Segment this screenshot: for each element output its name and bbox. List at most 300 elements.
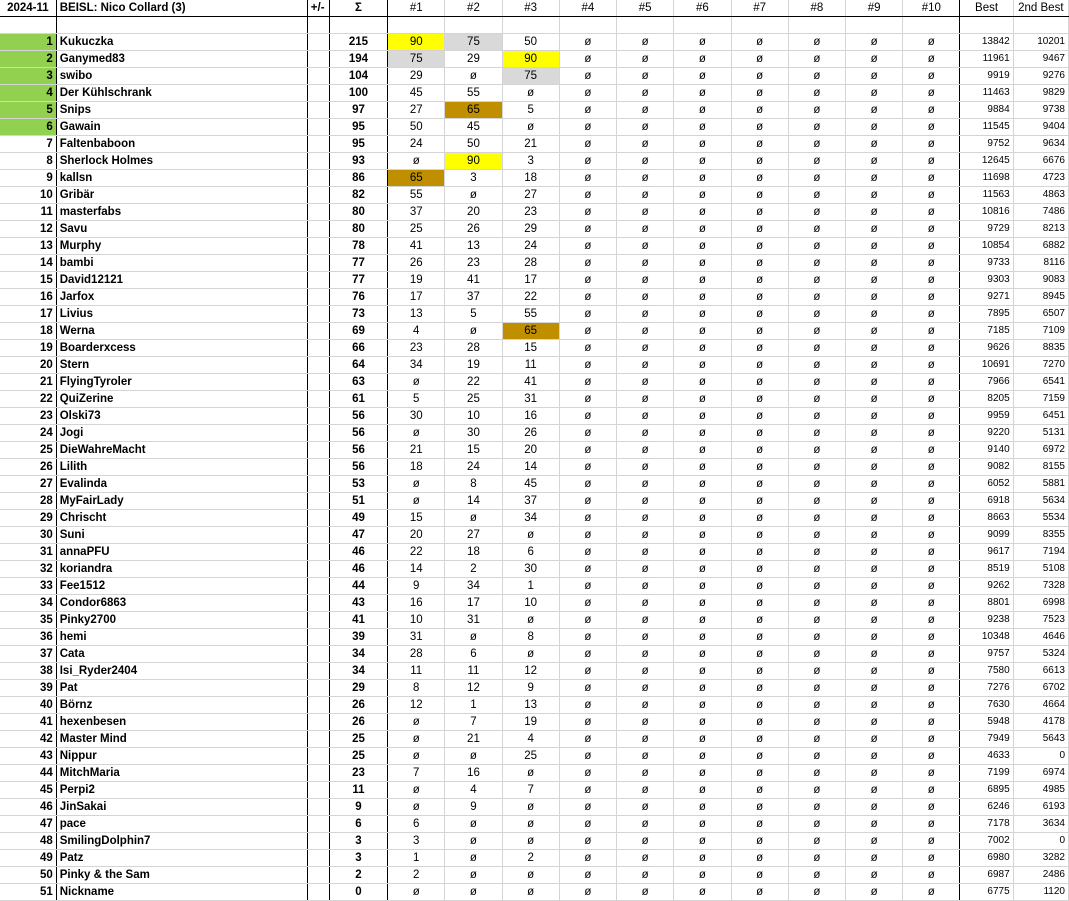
score-cell[interactable]: 23 — [445, 255, 502, 272]
score-cell[interactable]: ø — [845, 612, 902, 629]
score-cell[interactable]: ø — [845, 510, 902, 527]
plus-minus-cell[interactable] — [307, 731, 329, 748]
rank-cell[interactable]: 11 — [0, 204, 56, 221]
second-best-cell[interactable]: 5634 — [1013, 493, 1068, 510]
score-cell[interactable]: ø — [788, 714, 845, 731]
second-best-cell[interactable]: 8116 — [1013, 255, 1068, 272]
score-cell[interactable]: ø — [559, 255, 616, 272]
score-cell[interactable]: ø — [674, 561, 731, 578]
player-name-cell[interactable]: Jogi — [56, 425, 307, 442]
score-cell[interactable]: ø — [903, 680, 960, 697]
score-cell[interactable]: ø — [559, 323, 616, 340]
best-cell[interactable]: 6246 — [960, 799, 1013, 816]
score-cell[interactable]: ø — [559, 816, 616, 833]
score-cell[interactable]: ø — [674, 595, 731, 612]
score-cell[interactable]: 34 — [388, 357, 445, 374]
second-best-cell[interactable]: 3282 — [1013, 850, 1068, 867]
best-cell[interactable]: 7895 — [960, 306, 1013, 323]
score-cell[interactable]: 10 — [445, 408, 502, 425]
score-cell[interactable]: 41 — [502, 374, 559, 391]
score-cell[interactable]: 23 — [502, 204, 559, 221]
score-cell[interactable]: 26 — [445, 221, 502, 238]
score-cell[interactable]: ø — [559, 561, 616, 578]
score-cell[interactable]: 65 — [502, 323, 559, 340]
sum-cell[interactable]: 3 — [329, 850, 387, 867]
score-cell[interactable]: ø — [788, 51, 845, 68]
best-cell[interactable]: 7178 — [960, 816, 1013, 833]
sum-cell[interactable]: 78 — [329, 238, 387, 255]
rank-cell[interactable]: 8 — [0, 153, 56, 170]
player-name-cell[interactable]: Stern — [56, 357, 307, 374]
score-cell[interactable]: ø — [845, 714, 902, 731]
score-cell[interactable]: 12 — [388, 697, 445, 714]
score-cell[interactable]: 65 — [388, 170, 445, 187]
score-cell[interactable]: ø — [388, 153, 445, 170]
score-cell[interactable]: ø — [674, 697, 731, 714]
score-cell[interactable]: ø — [559, 238, 616, 255]
sum-cell[interactable]: 26 — [329, 697, 387, 714]
second-best-cell[interactable]: 8213 — [1013, 221, 1068, 238]
plus-minus-cell[interactable] — [307, 442, 329, 459]
score-cell[interactable]: ø — [674, 357, 731, 374]
score-cell[interactable]: ø — [788, 527, 845, 544]
score-cell[interactable]: ø — [674, 221, 731, 238]
sum-cell[interactable]: 194 — [329, 51, 387, 68]
plus-minus-cell[interactable] — [307, 204, 329, 221]
plus-minus-cell[interactable] — [307, 391, 329, 408]
second-best-cell[interactable]: 0 — [1013, 833, 1068, 850]
score-cell[interactable]: ø — [559, 204, 616, 221]
best-cell[interactable]: 6980 — [960, 850, 1013, 867]
second-best-cell[interactable]: 2486 — [1013, 867, 1068, 884]
score-cell[interactable]: ø — [617, 748, 674, 765]
plus-minus-cell[interactable] — [307, 578, 329, 595]
score-cell[interactable]: ø — [502, 527, 559, 544]
plus-minus-cell[interactable] — [307, 221, 329, 238]
score-cell[interactable]: 22 — [388, 544, 445, 561]
score-cell[interactable]: ø — [845, 867, 902, 884]
empty-cell[interactable] — [731, 17, 788, 34]
score-cell[interactable]: ø — [617, 629, 674, 646]
score-cell[interactable]: ø — [903, 765, 960, 782]
plus-minus-cell[interactable] — [307, 289, 329, 306]
score-cell[interactable]: ø — [674, 102, 731, 119]
rank-cell[interactable]: 6 — [0, 119, 56, 136]
score-cell[interactable]: ø — [731, 612, 788, 629]
plus-minus-cell[interactable] — [307, 493, 329, 510]
score-cell[interactable]: ø — [674, 255, 731, 272]
rank-cell[interactable]: 13 — [0, 238, 56, 255]
player-name-cell[interactable]: Isi_Ryder2404 — [56, 663, 307, 680]
score-cell[interactable]: ø — [617, 272, 674, 289]
second-best-cell[interactable]: 7109 — [1013, 323, 1068, 340]
score-cell[interactable]: ø — [845, 51, 902, 68]
plus-minus-cell[interactable] — [307, 153, 329, 170]
score-cell[interactable]: 16 — [502, 408, 559, 425]
plus-minus-cell[interactable] — [307, 323, 329, 340]
score-cell[interactable]: ø — [559, 884, 616, 901]
score-cell[interactable]: ø — [788, 629, 845, 646]
score-cell[interactable]: 9 — [502, 680, 559, 697]
second-best-cell[interactable]: 5881 — [1013, 476, 1068, 493]
score-cell[interactable]: ø — [731, 578, 788, 595]
score-cell[interactable]: ø — [617, 255, 674, 272]
sum-cell[interactable]: 104 — [329, 68, 387, 85]
score-cell[interactable]: ø — [731, 374, 788, 391]
score-cell[interactable]: ø — [788, 102, 845, 119]
score-cell[interactable]: ø — [788, 187, 845, 204]
score-cell[interactable]: 3 — [502, 153, 559, 170]
best-cell[interactable]: 7199 — [960, 765, 1013, 782]
score-cell[interactable]: 7 — [445, 714, 502, 731]
player-name-cell[interactable]: JinSakai — [56, 799, 307, 816]
second-best-cell[interactable]: 6193 — [1013, 799, 1068, 816]
score-cell[interactable]: ø — [559, 102, 616, 119]
sum-cell[interactable]: 95 — [329, 119, 387, 136]
rank-cell[interactable]: 44 — [0, 765, 56, 782]
score-cell[interactable]: 55 — [388, 187, 445, 204]
sum-cell[interactable]: 0 — [329, 884, 387, 901]
score-cell[interactable]: 31 — [445, 612, 502, 629]
score-cell[interactable]: 6 — [502, 544, 559, 561]
score-cell[interactable]: ø — [788, 306, 845, 323]
round-header[interactable]: #3 — [502, 0, 559, 17]
sum-cell[interactable]: 69 — [329, 323, 387, 340]
score-cell[interactable]: ø — [903, 646, 960, 663]
score-cell[interactable]: 24 — [388, 136, 445, 153]
best-cell[interactable]: 10691 — [960, 357, 1013, 374]
score-cell[interactable]: ø — [788, 697, 845, 714]
score-cell[interactable]: 45 — [502, 476, 559, 493]
score-cell[interactable]: ø — [731, 884, 788, 901]
score-cell[interactable]: ø — [617, 85, 674, 102]
rank-cell[interactable]: 12 — [0, 221, 56, 238]
sum-cell[interactable]: 34 — [329, 646, 387, 663]
player-name-cell[interactable]: Master Mind — [56, 731, 307, 748]
second-best-cell[interactable]: 8155 — [1013, 459, 1068, 476]
score-cell[interactable]: ø — [559, 731, 616, 748]
score-cell[interactable]: ø — [788, 272, 845, 289]
score-cell[interactable]: ø — [845, 816, 902, 833]
score-cell[interactable]: 75 — [502, 68, 559, 85]
score-cell[interactable]: ø — [903, 697, 960, 714]
score-cell[interactable]: ø — [788, 170, 845, 187]
score-cell[interactable]: 21 — [502, 136, 559, 153]
plus-minus-cell[interactable] — [307, 595, 329, 612]
score-cell[interactable]: 90 — [445, 153, 502, 170]
plus-minus-cell[interactable] — [307, 561, 329, 578]
score-cell[interactable]: ø — [617, 51, 674, 68]
score-cell[interactable]: ø — [559, 544, 616, 561]
plus-minus-cell[interactable] — [307, 544, 329, 561]
sum-cell[interactable]: 56 — [329, 442, 387, 459]
sum-cell[interactable]: 6 — [329, 816, 387, 833]
score-cell[interactable]: 75 — [388, 51, 445, 68]
plus-minus-cell[interactable] — [307, 102, 329, 119]
score-cell[interactable]: ø — [559, 850, 616, 867]
score-cell[interactable]: ø — [559, 646, 616, 663]
player-name-cell[interactable]: hemi — [56, 629, 307, 646]
sum-cell[interactable]: 49 — [329, 510, 387, 527]
sheet-title[interactable]: BEISL: Nico Collard (3) — [56, 0, 307, 17]
second-best-cell[interactable]: 4723 — [1013, 170, 1068, 187]
player-name-cell[interactable]: Faltenbaboon — [56, 136, 307, 153]
score-cell[interactable]: ø — [903, 714, 960, 731]
score-cell[interactable]: ø — [617, 476, 674, 493]
sum-cell[interactable]: 3 — [329, 833, 387, 850]
score-cell[interactable]: ø — [617, 323, 674, 340]
score-cell[interactable]: ø — [845, 68, 902, 85]
score-cell[interactable]: 22 — [502, 289, 559, 306]
score-cell[interactable]: ø — [731, 867, 788, 884]
score-cell[interactable]: ø — [445, 867, 502, 884]
score-cell[interactable]: 17 — [502, 272, 559, 289]
score-cell[interactable]: ø — [674, 493, 731, 510]
score-cell[interactable]: ø — [559, 374, 616, 391]
empty-cell[interactable] — [617, 17, 674, 34]
score-cell[interactable]: ø — [845, 578, 902, 595]
score-cell[interactable]: 15 — [502, 340, 559, 357]
plus-minus-cell[interactable] — [307, 34, 329, 51]
best-cell[interactable]: 9729 — [960, 221, 1013, 238]
score-cell[interactable]: ø — [731, 221, 788, 238]
second-best-cell[interactable]: 6676 — [1013, 153, 1068, 170]
sum-cell[interactable]: 23 — [329, 765, 387, 782]
sum-cell[interactable]: 25 — [329, 748, 387, 765]
plus-minus-cell[interactable] — [307, 629, 329, 646]
rank-cell[interactable]: 17 — [0, 306, 56, 323]
score-cell[interactable]: ø — [788, 816, 845, 833]
player-name-cell[interactable]: David12121 — [56, 272, 307, 289]
score-cell[interactable]: ø — [559, 85, 616, 102]
score-cell[interactable]: ø — [788, 799, 845, 816]
sum-cell[interactable]: 73 — [329, 306, 387, 323]
score-cell[interactable]: ø — [903, 510, 960, 527]
score-cell[interactable]: ø — [559, 663, 616, 680]
sum-cell[interactable]: 86 — [329, 170, 387, 187]
plus-minus-cell[interactable] — [307, 170, 329, 187]
player-name-cell[interactable]: Suni — [56, 527, 307, 544]
score-cell[interactable]: ø — [559, 867, 616, 884]
plus-minus-cell[interactable] — [307, 782, 329, 799]
score-cell[interactable]: ø — [559, 799, 616, 816]
score-cell[interactable]: 30 — [445, 425, 502, 442]
score-cell[interactable]: 21 — [388, 442, 445, 459]
score-cell[interactable]: ø — [903, 170, 960, 187]
score-cell[interactable]: ø — [788, 646, 845, 663]
score-cell[interactable]: 22 — [445, 374, 502, 391]
score-cell[interactable]: ø — [445, 629, 502, 646]
score-cell[interactable]: 90 — [388, 34, 445, 51]
best-cell[interactable]: 9617 — [960, 544, 1013, 561]
player-name-cell[interactable]: Nippur — [56, 748, 307, 765]
score-cell[interactable]: ø — [559, 680, 616, 697]
second-best-cell[interactable]: 8355 — [1013, 527, 1068, 544]
score-cell[interactable]: ø — [903, 255, 960, 272]
score-cell[interactable]: ø — [903, 306, 960, 323]
score-cell[interactable]: 28 — [388, 646, 445, 663]
plus-minus-cell[interactable] — [307, 136, 329, 153]
score-cell[interactable]: ø — [674, 238, 731, 255]
score-cell[interactable]: ø — [903, 493, 960, 510]
score-cell[interactable]: ø — [559, 306, 616, 323]
empty-cell[interactable] — [329, 17, 387, 34]
score-cell[interactable]: ø — [788, 680, 845, 697]
plus-minus-cell[interactable] — [307, 663, 329, 680]
score-cell[interactable]: ø — [845, 34, 902, 51]
second-best-cell[interactable]: 5324 — [1013, 646, 1068, 663]
sum-cell[interactable]: 29 — [329, 680, 387, 697]
score-cell[interactable]: 25 — [445, 391, 502, 408]
score-cell[interactable]: ø — [674, 374, 731, 391]
score-cell[interactable]: ø — [903, 408, 960, 425]
second-best-cell[interactable]: 3634 — [1013, 816, 1068, 833]
score-cell[interactable]: ø — [617, 102, 674, 119]
score-cell[interactable]: ø — [674, 799, 731, 816]
plus-minus-cell[interactable] — [307, 119, 329, 136]
second-best-cell[interactable]: 6613 — [1013, 663, 1068, 680]
score-cell[interactable]: ø — [674, 765, 731, 782]
rank-cell[interactable]: 47 — [0, 816, 56, 833]
score-cell[interactable]: ø — [674, 510, 731, 527]
best-cell[interactable]: 6987 — [960, 867, 1013, 884]
sum-cell[interactable]: 80 — [329, 221, 387, 238]
best-cell[interactable]: 11463 — [960, 85, 1013, 102]
score-cell[interactable]: ø — [502, 85, 559, 102]
score-cell[interactable]: 20 — [388, 527, 445, 544]
score-cell[interactable]: 5 — [445, 306, 502, 323]
score-cell[interactable]: ø — [502, 867, 559, 884]
score-cell[interactable]: ø — [903, 272, 960, 289]
sum-cell[interactable]: 93 — [329, 153, 387, 170]
score-cell[interactable]: ø — [903, 187, 960, 204]
score-cell[interactable]: ø — [845, 306, 902, 323]
score-cell[interactable]: ø — [617, 612, 674, 629]
score-cell[interactable]: 19 — [502, 714, 559, 731]
sum-cell[interactable]: 56 — [329, 459, 387, 476]
rank-cell[interactable]: 21 — [0, 374, 56, 391]
score-cell[interactable]: ø — [903, 374, 960, 391]
score-cell[interactable]: ø — [845, 663, 902, 680]
score-cell[interactable]: ø — [731, 306, 788, 323]
score-cell[interactable]: ø — [903, 833, 960, 850]
second-best-cell[interactable]: 7270 — [1013, 357, 1068, 374]
best-cell[interactable]: 9733 — [960, 255, 1013, 272]
score-cell[interactable]: 11 — [388, 663, 445, 680]
score-cell[interactable]: 9 — [388, 578, 445, 595]
player-name-cell[interactable]: bambi — [56, 255, 307, 272]
rank-cell[interactable]: 31 — [0, 544, 56, 561]
best-cell[interactable]: 9238 — [960, 612, 1013, 629]
player-name-cell[interactable]: MitchMaria — [56, 765, 307, 782]
score-cell[interactable]: ø — [903, 663, 960, 680]
score-cell[interactable]: ø — [445, 816, 502, 833]
plus-minus-cell[interactable] — [307, 51, 329, 68]
score-cell[interactable]: ø — [731, 442, 788, 459]
score-cell[interactable]: ø — [502, 765, 559, 782]
round-header[interactable]: #6 — [674, 0, 731, 17]
score-cell[interactable]: ø — [788, 391, 845, 408]
rank-cell[interactable]: 32 — [0, 561, 56, 578]
best-cell[interactable]: 7949 — [960, 731, 1013, 748]
score-cell[interactable]: 14 — [445, 493, 502, 510]
score-cell[interactable]: 29 — [445, 51, 502, 68]
score-cell[interactable]: ø — [903, 340, 960, 357]
rank-cell[interactable]: 15 — [0, 272, 56, 289]
score-cell[interactable]: ø — [559, 493, 616, 510]
score-cell[interactable]: ø — [445, 323, 502, 340]
score-cell[interactable]: 12 — [502, 663, 559, 680]
score-cell[interactable]: ø — [903, 119, 960, 136]
score-cell[interactable]: ø — [845, 289, 902, 306]
rank-cell[interactable]: 33 — [0, 578, 56, 595]
score-cell[interactable]: ø — [502, 799, 559, 816]
plus-minus-cell[interactable] — [307, 459, 329, 476]
second-best-cell[interactable]: 6507 — [1013, 306, 1068, 323]
score-cell[interactable]: ø — [445, 68, 502, 85]
score-cell[interactable]: ø — [445, 187, 502, 204]
score-cell[interactable]: ø — [559, 425, 616, 442]
score-cell[interactable]: 30 — [502, 561, 559, 578]
score-cell[interactable]: ø — [617, 578, 674, 595]
score-cell[interactable]: ø — [502, 646, 559, 663]
score-cell[interactable]: ø — [559, 748, 616, 765]
score-cell[interactable]: ø — [903, 51, 960, 68]
score-cell[interactable]: ø — [845, 850, 902, 867]
score-cell[interactable]: 2 — [502, 850, 559, 867]
score-cell[interactable]: ø — [617, 408, 674, 425]
rank-cell[interactable]: 22 — [0, 391, 56, 408]
best-cell[interactable]: 7185 — [960, 323, 1013, 340]
sum-cell[interactable]: 47 — [329, 527, 387, 544]
score-cell[interactable]: ø — [845, 221, 902, 238]
score-cell[interactable]: ø — [559, 629, 616, 646]
score-cell[interactable]: ø — [731, 561, 788, 578]
player-name-cell[interactable]: hexenbesen — [56, 714, 307, 731]
second-best-cell[interactable]: 6451 — [1013, 408, 1068, 425]
best-cell[interactable]: 10348 — [960, 629, 1013, 646]
empty-cell[interactable] — [445, 17, 502, 34]
score-cell[interactable]: ø — [617, 425, 674, 442]
score-cell[interactable]: ø — [788, 408, 845, 425]
player-name-cell[interactable]: Werna — [56, 323, 307, 340]
player-name-cell[interactable]: Evalinda — [56, 476, 307, 493]
player-name-cell[interactable]: Fee1512 — [56, 578, 307, 595]
score-cell[interactable]: 50 — [388, 119, 445, 136]
score-cell[interactable]: ø — [674, 527, 731, 544]
sum-cell[interactable]: 44 — [329, 578, 387, 595]
player-name-cell[interactable]: MyFairLady — [56, 493, 307, 510]
rank-cell[interactable]: 14 — [0, 255, 56, 272]
best-cell[interactable]: 9140 — [960, 442, 1013, 459]
score-cell[interactable]: 4 — [445, 782, 502, 799]
second-best-cell[interactable]: 6972 — [1013, 442, 1068, 459]
score-cell[interactable]: 17 — [445, 595, 502, 612]
sum-cell[interactable]: 82 — [329, 187, 387, 204]
score-cell[interactable]: ø — [903, 850, 960, 867]
sum-cell[interactable]: 46 — [329, 561, 387, 578]
plus-minus-cell[interactable] — [307, 714, 329, 731]
score-cell[interactable]: ø — [731, 34, 788, 51]
best-cell[interactable]: 7580 — [960, 663, 1013, 680]
score-cell[interactable]: ø — [731, 459, 788, 476]
score-cell[interactable]: ø — [731, 527, 788, 544]
second-best-cell[interactable]: 9083 — [1013, 272, 1068, 289]
score-cell[interactable]: ø — [617, 527, 674, 544]
score-cell[interactable]: ø — [388, 782, 445, 799]
score-cell[interactable]: ø — [788, 425, 845, 442]
score-cell[interactable]: ø — [445, 850, 502, 867]
